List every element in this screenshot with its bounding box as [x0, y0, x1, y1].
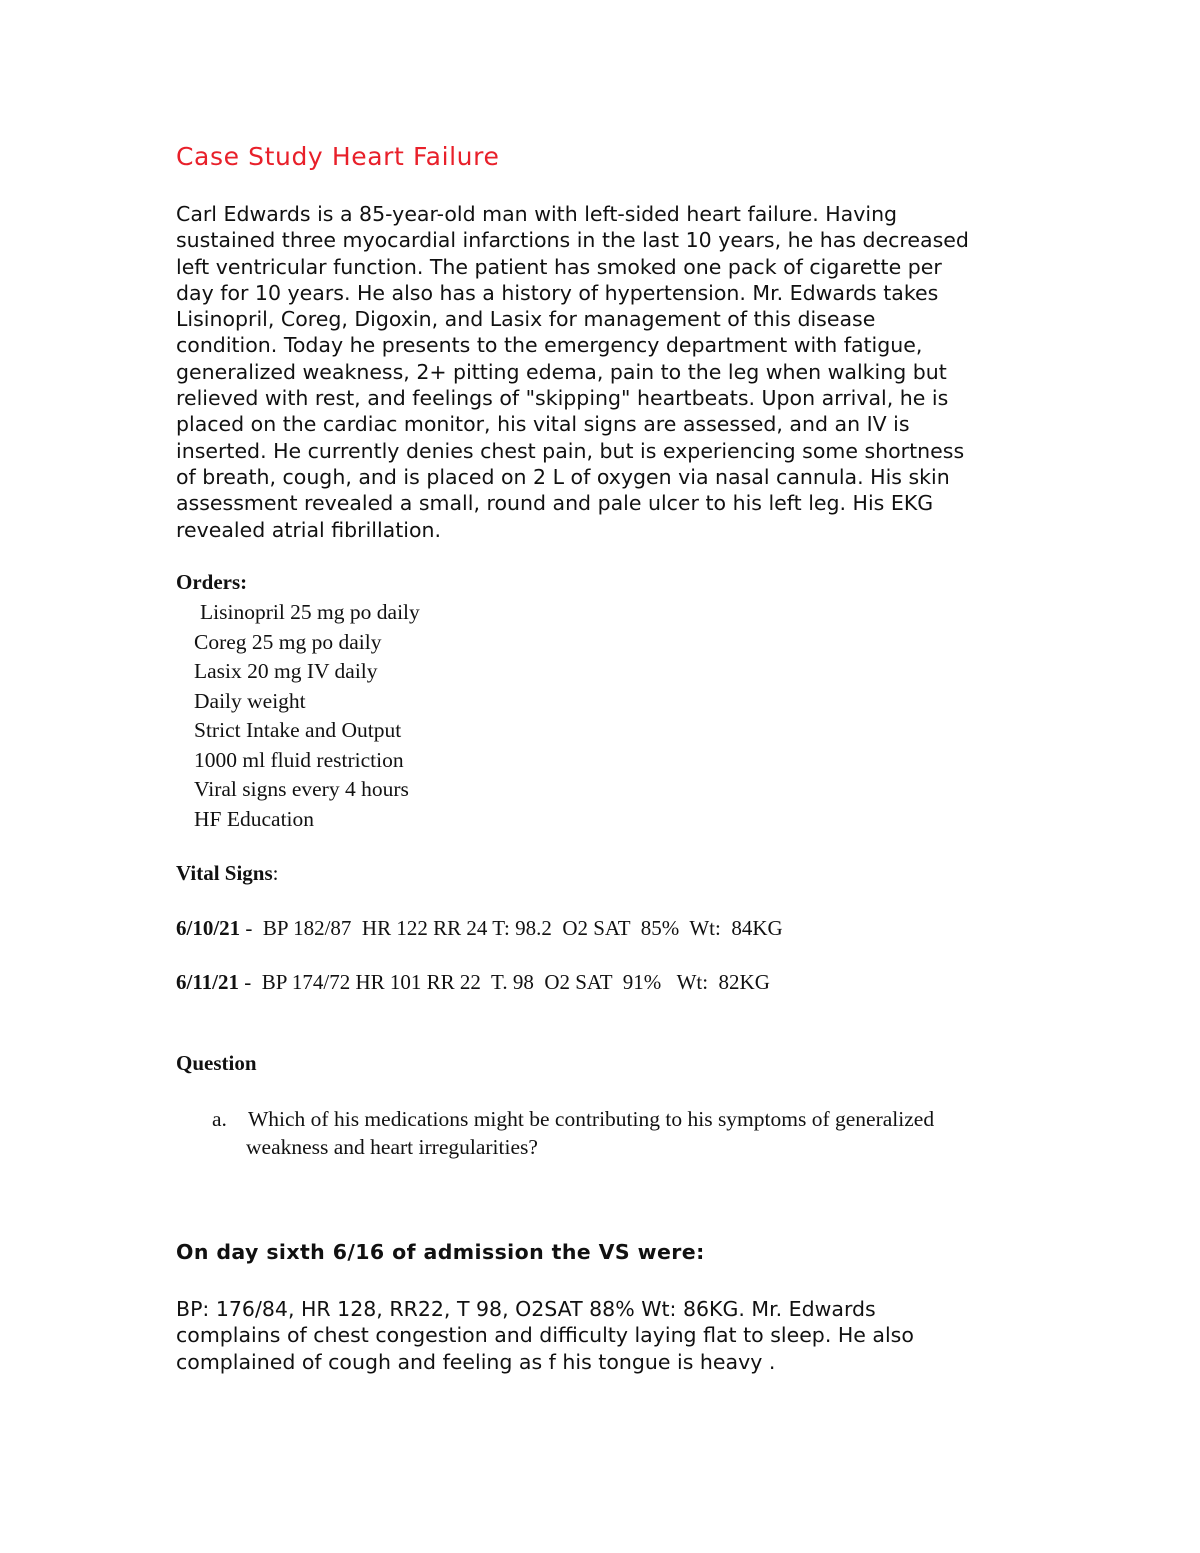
order-item: Lasix 20 mg IV daily	[194, 659, 378, 683]
intro-line: Lisinopril, Coreg, Digoxin, and Lasix for management of this disease	[176, 307, 876, 332]
intro-line: generalized weakness, 2+ pitting edema, pain to the leg when walking but	[176, 359, 947, 384]
intro-line: relieved with rest, and feelings of "skipping" heartbeats. Upon arrival, he is	[176, 386, 949, 411]
question-line	[212, 1107, 934, 1131]
intro-line: assessment revealed a small, round and pale ulcer to his left leg. His EKG	[176, 491, 934, 516]
order-item: Strict Intake and Output	[194, 718, 402, 742]
question-text: Which of his medications might be contributing to his symptoms of generalized	[248, 1107, 935, 1131]
day-six-paragraph	[176, 1296, 914, 1375]
intro-line: day for 10 years. He also has a history of hypertension. Mr. Edwards takes	[176, 280, 939, 305]
intro-line: condition. Today he presents to the emergency department with fatigue,	[176, 333, 923, 358]
vital-signs-heading	[176, 861, 279, 886]
vital-signs-heading-colon: :	[272, 861, 279, 885]
day-six-line: complained of cough and feeling as f his tongue is heavy .	[176, 1349, 776, 1374]
intro-line: left ventricular function. The patient has smoked one pack of cigarette per	[176, 254, 942, 279]
intro-line: inserted. He currently denies chest pain, but is experiencing some shortness	[176, 438, 965, 463]
orders-heading: Orders:	[176, 570, 248, 594]
question-line: weakness and heart irregularities?	[246, 1135, 538, 1159]
case-intro-paragraph	[176, 201, 969, 543]
order-item: Lisinopril 25 mg po daily	[200, 600, 420, 624]
question-item	[212, 1105, 1042, 1161]
vital-signs-date: 6/10/21	[176, 916, 241, 940]
order-item: Daily weight	[194, 688, 306, 713]
vital-signs-heading-label: Vital Signs	[176, 861, 273, 885]
vital-signs-entry	[176, 970, 770, 995]
vital-signs-values: - BP 182/87 HR 122 RR 24 T: 98.2 O2 SAT 85% Wt: 84KG	[240, 916, 783, 940]
document-title: Case Study Heart Failure	[176, 142, 500, 171]
order-item: Viral signs every 4 hours	[194, 777, 409, 801]
intro-line: sustained three myocardial infarctions in the last 10 years, he has decreased	[176, 228, 969, 253]
vital-signs-date: 6/11/21	[176, 970, 240, 994]
orders-list	[194, 598, 420, 834]
intro-line: of breath, cough, and is placed on 2 L of oxygen via nasal cannula. His skin	[176, 464, 950, 489]
question-heading: Question	[176, 1051, 257, 1075]
day-six-line: complains of chest congestion and difficulty laying flat to sleep. He also	[176, 1323, 914, 1348]
intro-line: placed on the cardiac monitor, his vital signs are assessed, and an IV is	[176, 412, 910, 437]
intro-line: Carl Edwards is a 85-year-old man with left-sided heart failure. Having	[176, 202, 898, 226]
day-six-heading: On day sixth 6/16 of admission the VS were:	[176, 1240, 705, 1264]
vital-signs-entry	[176, 916, 783, 941]
vital-signs-values: - BP 174/72 HR 101 RR 22 T. 98 O2 SAT 91% Wt: 82KG	[239, 970, 770, 994]
order-item: Coreg 25 mg po daily	[194, 629, 382, 654]
intro-line: revealed atrial fibrillation.	[176, 517, 442, 542]
day-six-line: BP: 176/84, HR 128, RR22, T 98, O2SAT 88% Wt: 86KG. Mr. Edwards	[176, 1297, 876, 1321]
order-item: 1000 ml fluid restriction	[194, 747, 404, 772]
order-item: HF Education	[194, 806, 315, 831]
list-marker: a.	[212, 1107, 227, 1131]
